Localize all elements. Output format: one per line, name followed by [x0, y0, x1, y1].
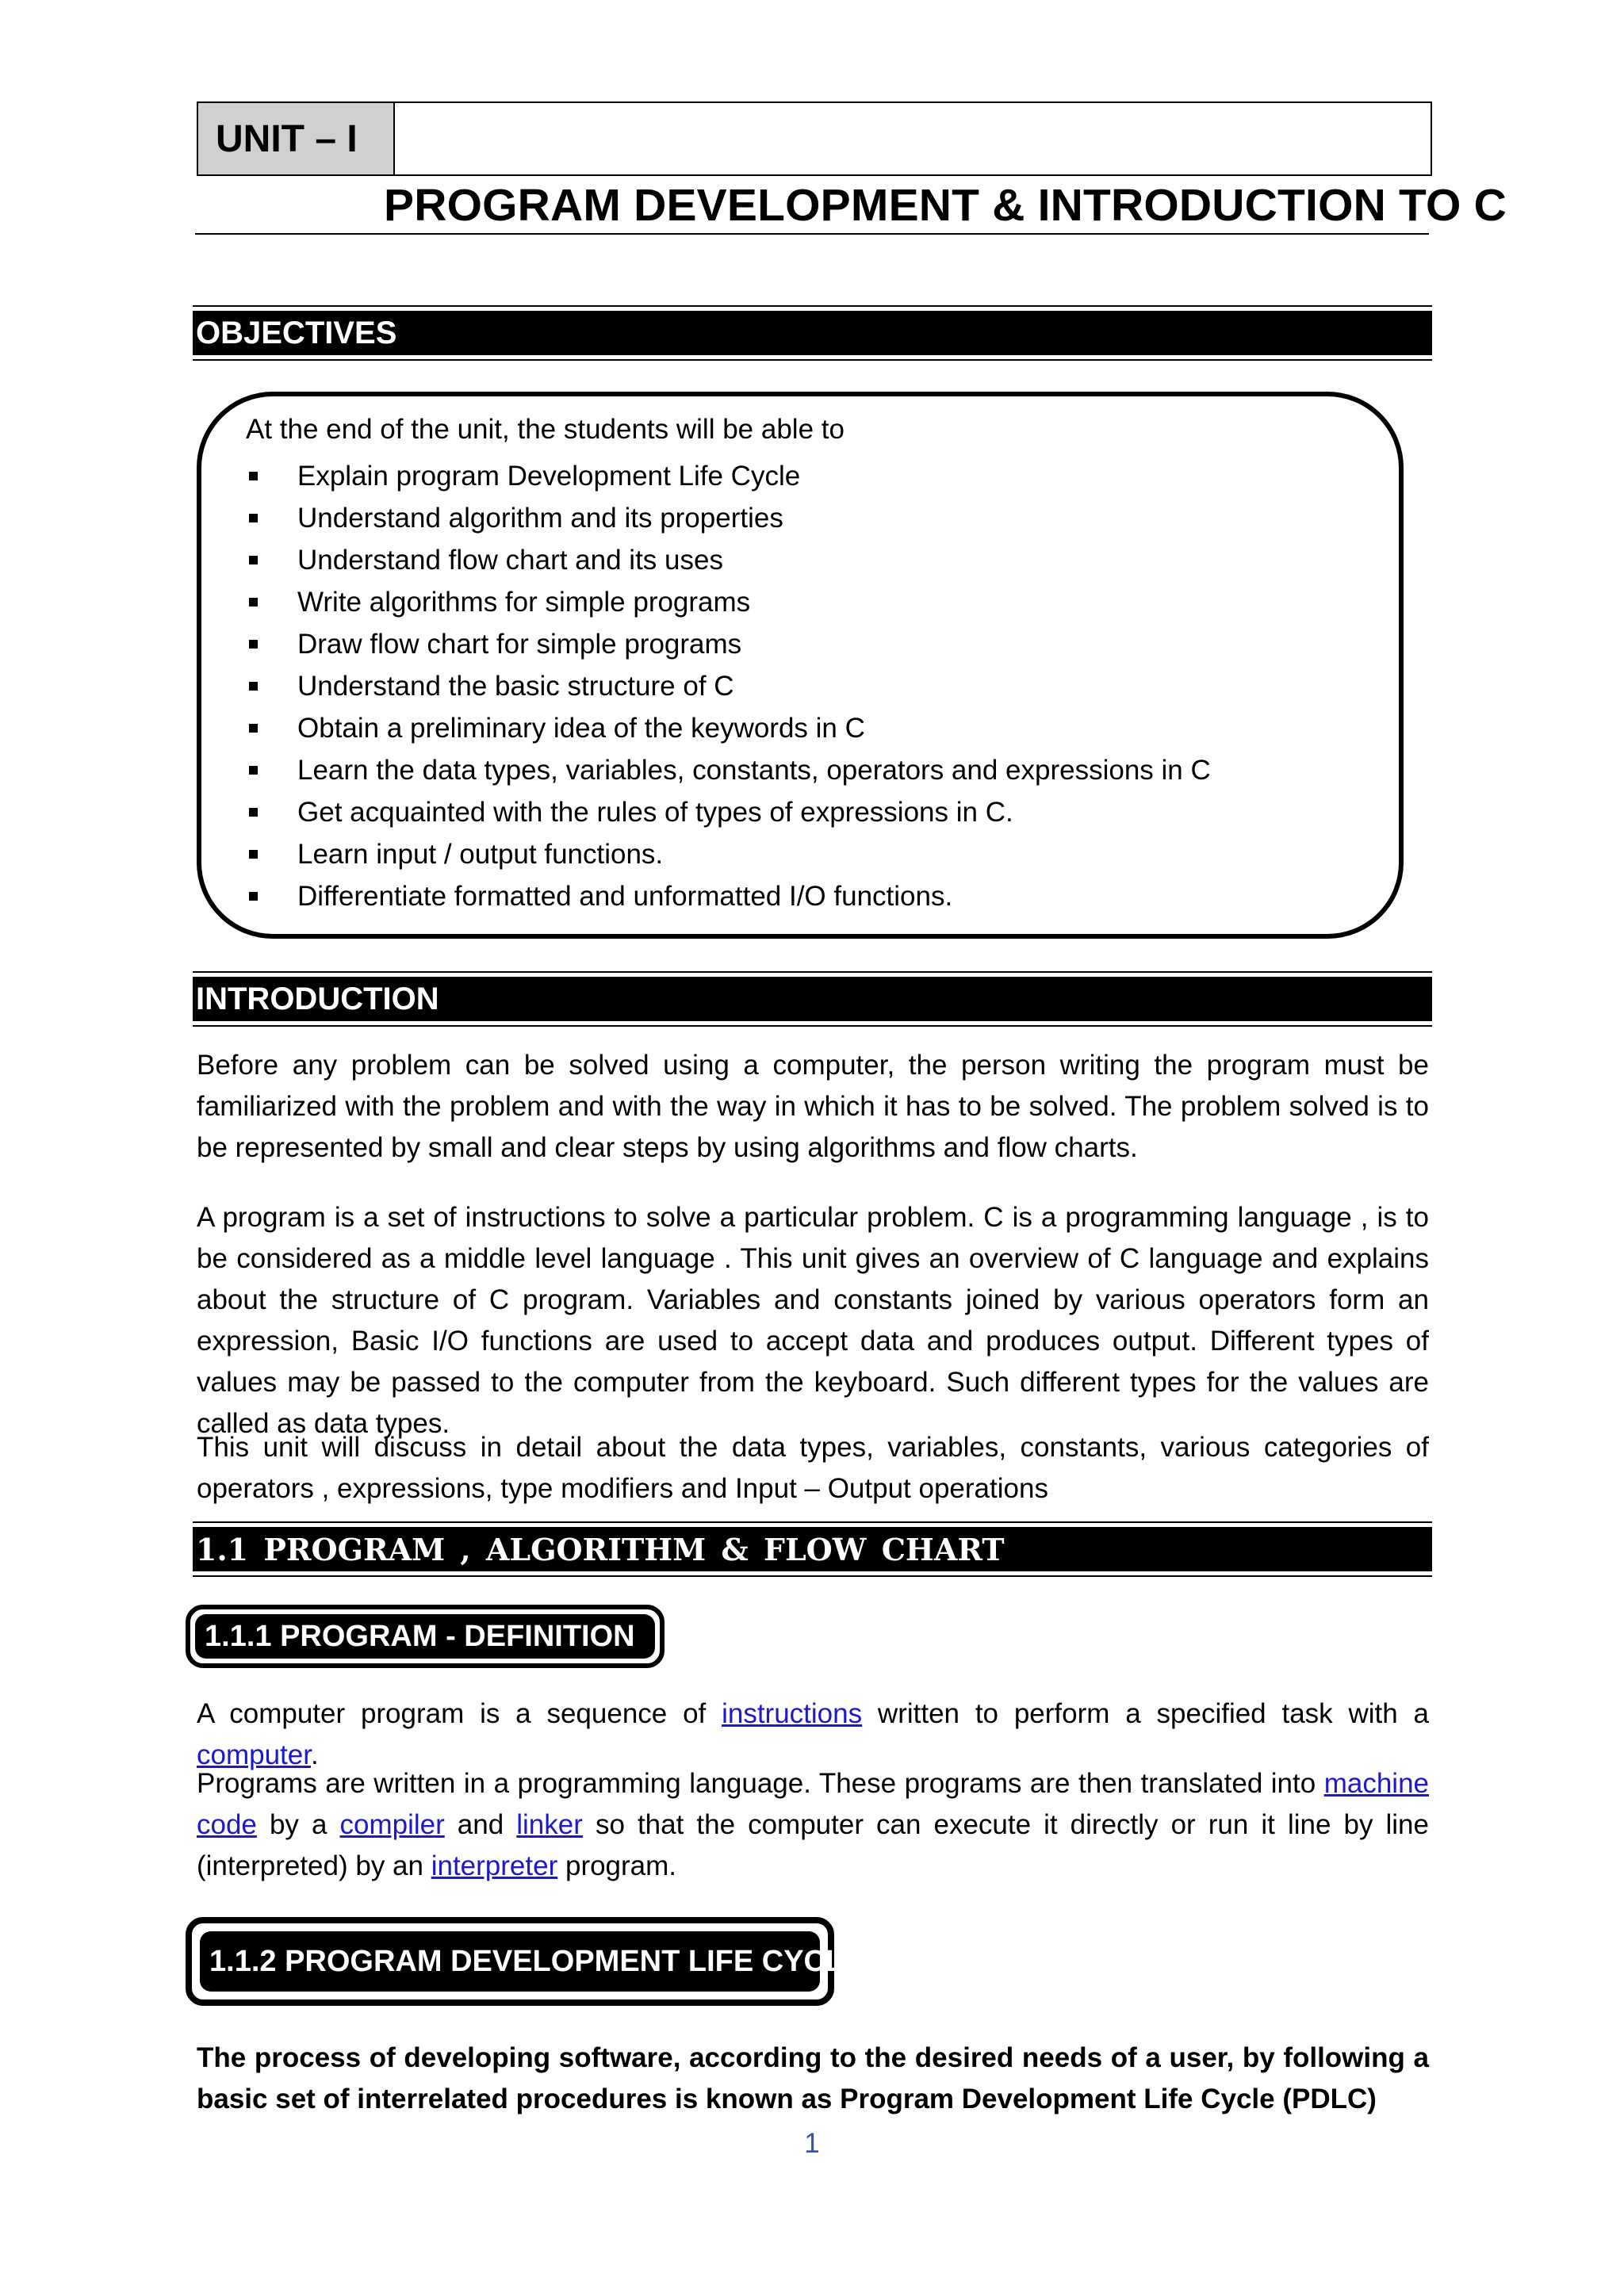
- section-1-1-heading: 1.1 PROGRAM , ALGORITHM & FLOW CHART: [193, 1527, 1432, 1571]
- square-bullet-icon: [249, 808, 258, 817]
- link-linker[interactable]: linker: [516, 1809, 583, 1840]
- square-bullet-icon: [249, 682, 258, 691]
- objective-item: Understand flow chart and its uses: [246, 539, 1211, 581]
- square-bullet-icon: [249, 514, 258, 522]
- section-1-1-2-box: [186, 1917, 864, 2006]
- link-interpreter[interactable]: interpreter: [431, 1850, 558, 1881]
- intro-paragraph-2: A program is a set of instructions to solve a particular problem. C is a programming language , is to be considered as a middle level language . This unit gives an overview of C language and explains about the structure of C program. Variables and constants joined by various operators form an expression, Basic I/O functions are used to accept data and produces output. Different types of values may be passed to the computer from the keyboard. Such different types for the values are called as data types.: [197, 1202, 1429, 1439]
- objective-item: Explain program Development Life Cycle: [246, 455, 1211, 497]
- square-bullet-icon: [249, 850, 258, 859]
- link-instructions[interactable]: instructions: [722, 1698, 863, 1729]
- unit-title: PROGRAM DEVELOPMENT & INTRODUCTION TO C: [384, 180, 1507, 231]
- intro-paragraph-3: This unit will discuss in detail about the data types, variables, constants, various categories of operators , expressions, type modifiers and Input – Output operations: [197, 1432, 1429, 1504]
- objective-item: Get acquainted with the rules of types of expressions in C.: [246, 791, 1211, 833]
- program-translation-paragraph: Programs are written in a programming language. These programs are then translated into machine code by a compiler and linker so that the computer can execute it directly or run it line by line (interpreted) by an interpreter program.: [197, 1768, 1429, 1881]
- title-divider: [195, 233, 1429, 235]
- section-1-1-1-heading: 1.1.1 PROGRAM - DEFINITION: [195, 1614, 655, 1659]
- objective-item: Learn input / output functions.: [246, 833, 1211, 875]
- square-bullet-icon: [249, 556, 258, 564]
- square-bullet-icon: [249, 892, 258, 901]
- objectives-list: [246, 455, 1211, 917]
- objective-item: Write algorithms for simple programs: [246, 581, 1211, 623]
- square-bullet-icon: [249, 472, 258, 480]
- square-bullet-icon: [249, 724, 258, 733]
- square-bullet-icon: [249, 598, 258, 607]
- objective-item: Differentiate formatted and unformatted I/O functions.: [246, 875, 1211, 917]
- objective-item: Obtain a preliminary idea of the keywords in C: [246, 707, 1211, 749]
- objective-item: Understand algorithm and its properties: [246, 497, 1211, 539]
- objective-item: Understand the basic structure of C: [246, 665, 1211, 707]
- objectives-intro: At the end of the unit, the students will be able to: [246, 414, 845, 445]
- intro-paragraph-1: Before any problem can be solved using a computer, the person writing the program must be familiarized with the problem and with the way in which it has to be solved. The problem solved is to be represented by small and clear steps by using algorithms and flow charts.: [197, 1050, 1429, 1163]
- program-definition: A computer program is a sequence of instructions written to perform a specified task with a computer.: [197, 1698, 1429, 1770]
- unit-header-box: [197, 101, 1432, 176]
- square-bullet-icon: [249, 766, 258, 775]
- objective-item: Learn the data types, variables, constants, operators and expressions in C: [246, 749, 1211, 791]
- link-machine-code[interactable]: machine code: [197, 1768, 1429, 1840]
- section-1-1-2-heading: 1.1.2 PROGRAM DEVELOPMENT LIFE CYCLE: [200, 1931, 820, 1992]
- pdlc-definition: The process of developing software, according to the desired needs of a user, by following a basic set of interrelated procedures is known as Program Development Life Cycle (PDLC): [197, 2042, 1429, 2114]
- page-number: 1: [804, 2128, 820, 2159]
- objective-item: Draw flow chart for simple programs: [246, 623, 1211, 665]
- section-1-1-1-box: [186, 1605, 665, 1668]
- objectives-heading: OBJECTIVES: [193, 311, 1432, 355]
- unit-label: UNIT – I: [198, 103, 395, 174]
- square-bullet-icon: [249, 640, 258, 649]
- link-compiler[interactable]: compiler: [339, 1809, 445, 1840]
- link-computer[interactable]: computer: [197, 1739, 311, 1770]
- introduction-heading: INTRODUCTION: [193, 977, 1432, 1021]
